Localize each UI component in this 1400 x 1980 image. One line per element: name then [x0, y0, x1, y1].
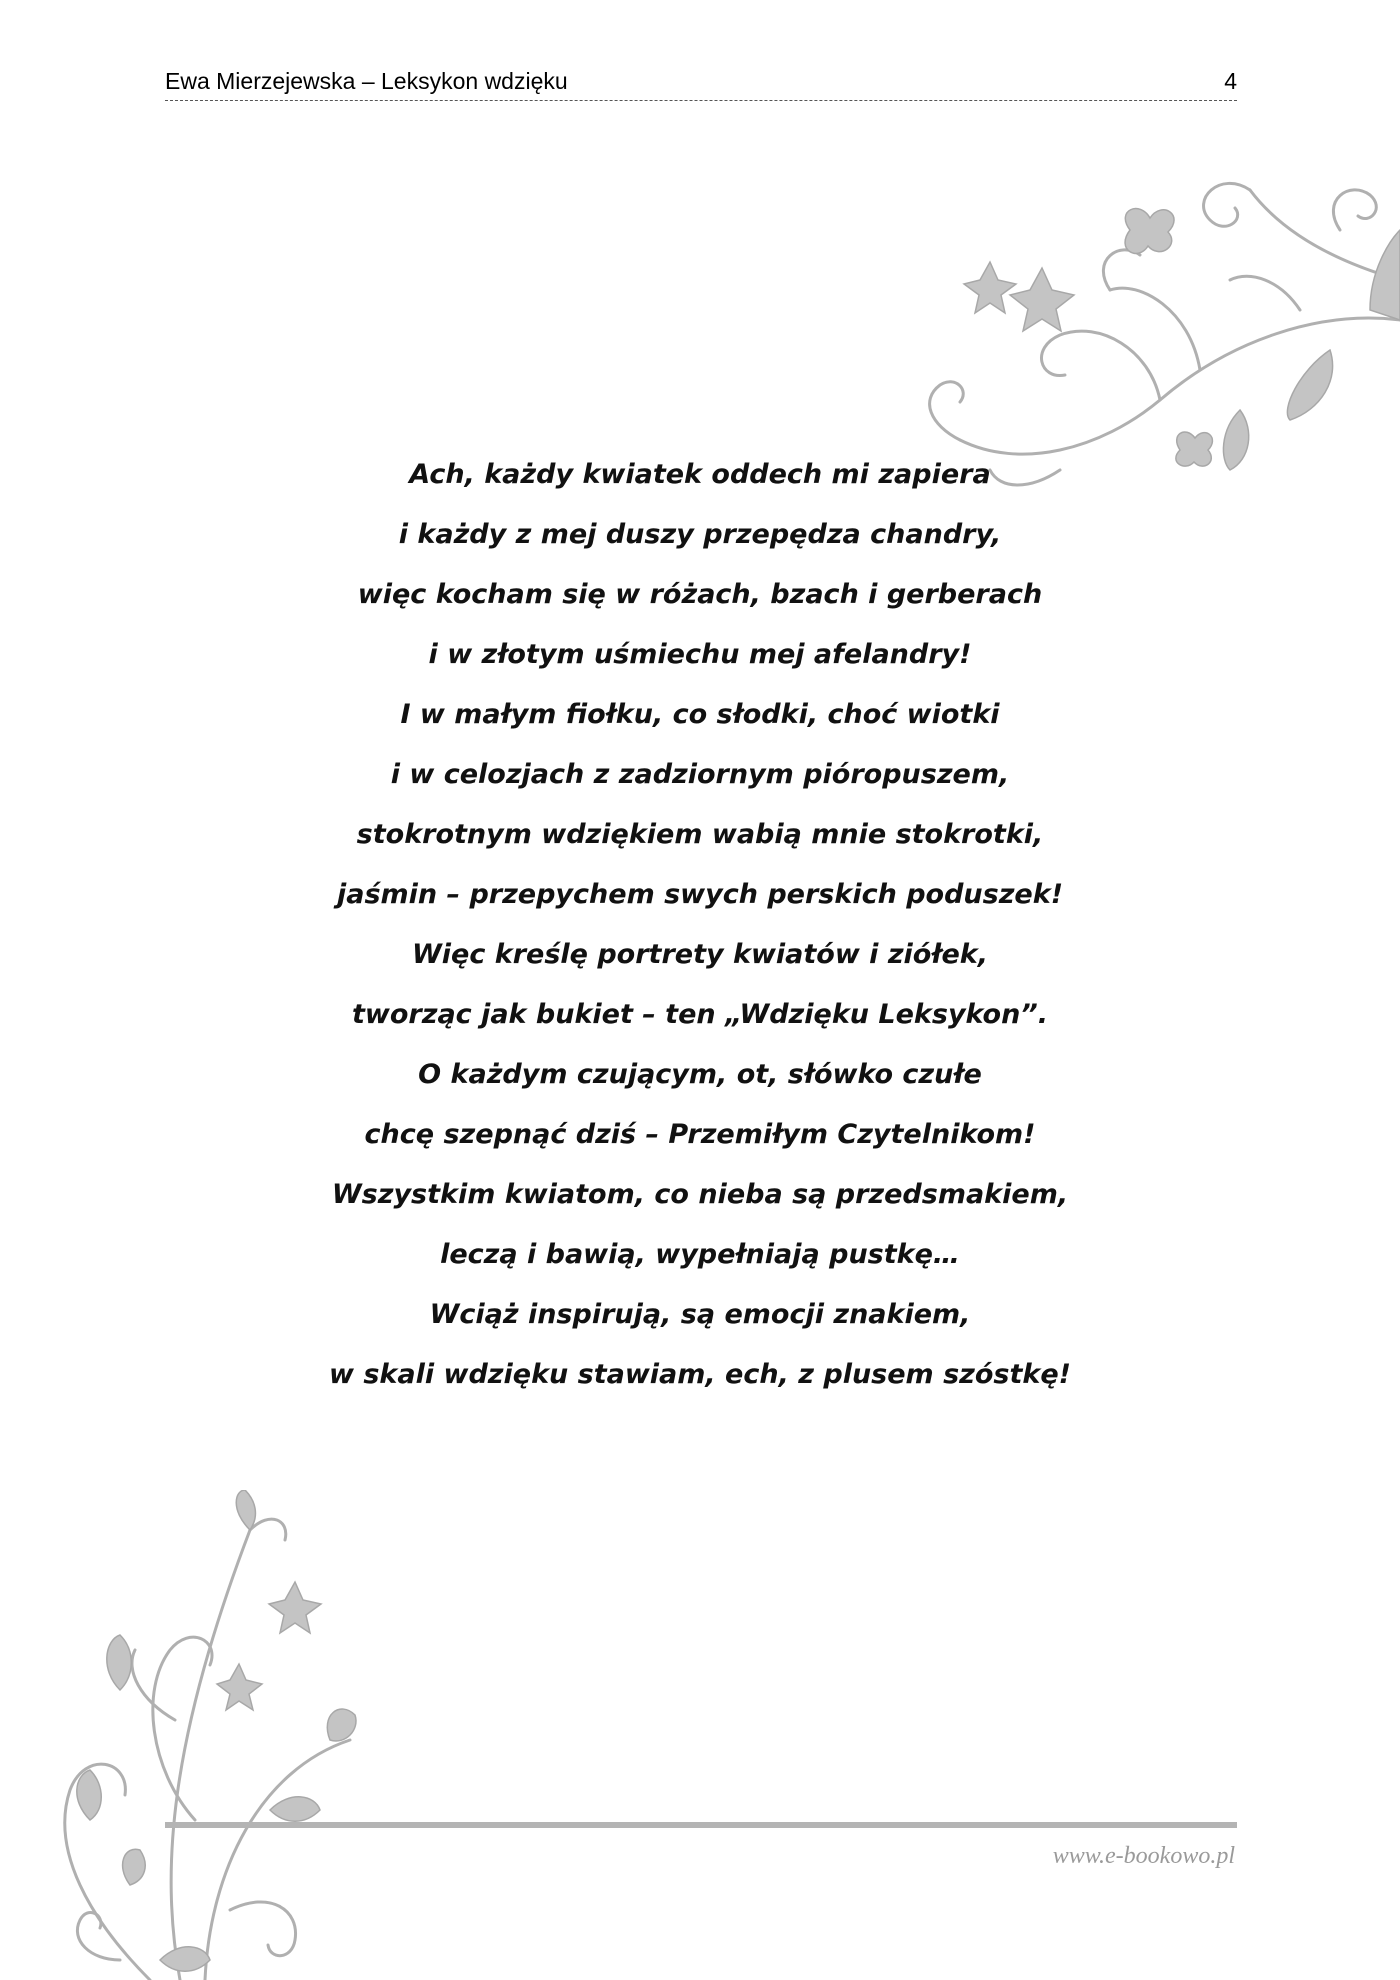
poem-line: Ach, każdy kwiatek oddech mi zapiera: [409, 459, 991, 490]
poem-line: chcę szepnąć dziś – Przemiłym Czytelnikom!: [364, 1119, 1036, 1150]
poem-line: Wciąż inspirują, są emocji znakiem,: [429, 1299, 971, 1330]
poem-line: stokrotnym wdziękiem wabią mnie stokrotki,: [356, 819, 1044, 850]
poem-line: i w złotym uśmiechu mej afelandry!: [428, 639, 972, 670]
page-number: 4: [1224, 68, 1237, 94]
poem-line: jaśmin – przepychem swych perskich poduszek!: [336, 879, 1064, 910]
footer-url: www.e-bookowo.pl: [1052, 1843, 1235, 1869]
poem-line: i w celozjach z zadziornym pióropuszem,: [390, 759, 1010, 790]
poem-line: Wszystkim kwiatom, co nieba są przedsmakiem,: [331, 1179, 1069, 1210]
poem-line: O każdym czującym, ot, słówko czułe: [418, 1059, 982, 1090]
poem-line: Więc kreślę portrety kwiatów i ziółek,: [411, 939, 988, 970]
poem-line: i każdy z mej duszy przepędza chandry,: [398, 519, 1002, 550]
header-title: Ewa Mierzejewska – Leksykon wdzięku: [165, 68, 568, 94]
poem-line: w skali wdzięku stawiam, ech, z plusem szóstkę!: [329, 1359, 1071, 1390]
poem-line: więc kocham się w różach, bzach i gerberach: [357, 579, 1043, 610]
poem-line: leczą i bawią, wypełniają pustkę…: [440, 1239, 960, 1270]
footer-divider: [165, 1822, 1237, 1828]
poem-line: tworząc jak bukiet – ten „Wdzięku Leksykon”.: [352, 999, 1048, 1030]
poem-body: [300, 445, 1100, 1405]
poem-line: I w małym fiołku, co słodki, choć wiotki: [400, 699, 1000, 730]
floral-vine-ornament-icon: [30, 1490, 410, 1980]
header-divider: [165, 100, 1237, 101]
